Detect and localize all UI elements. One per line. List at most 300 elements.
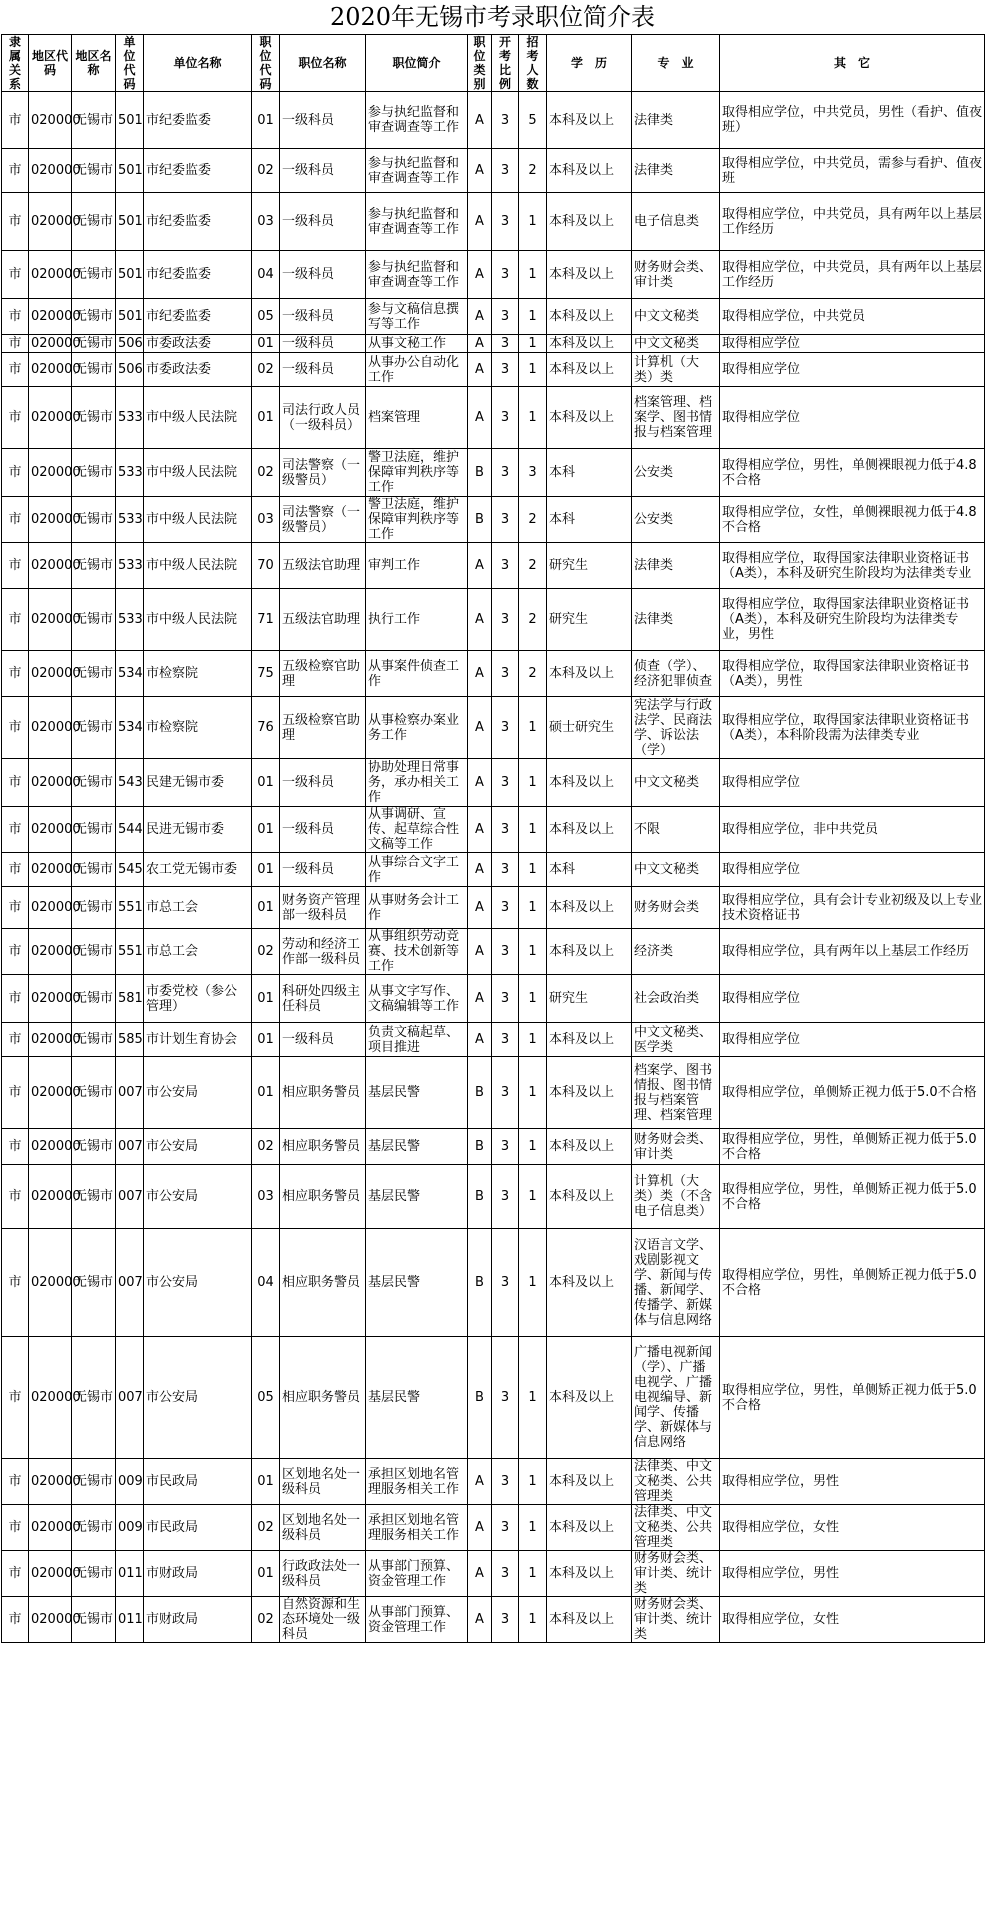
cell-position-code: 71 [252,589,280,651]
cell-major: 经济类 [632,929,720,975]
cell-position-name: 相应职务警员 [280,1337,366,1459]
cell-position-name: 司法警察（一级警员） [280,449,366,497]
cell-position-intro: 从事办公自动化工作 [366,353,468,387]
table-row [2,1165,985,1229]
cell-region-code: 020000 [29,759,72,807]
cell-other: 取得相应学位 [720,387,985,449]
cell-unit-code: 007 [116,1057,144,1129]
cell-category: A [468,299,492,335]
cell-category: B [468,1057,492,1129]
cell-unit-name: 市财政局 [144,1597,252,1643]
cell-major: 财务财会类、审计类 [632,1129,720,1165]
column-header-category: 职位类别 [468,35,492,92]
cell-category: A [468,651,492,697]
cell-ratio: 3 [492,975,519,1023]
table-header-row [2,35,985,92]
cell-education: 本科及以上 [547,353,632,387]
cell-region-code: 020000 [29,1597,72,1643]
cell-hires: 1 [519,193,547,251]
cell-relation: 市 [2,929,29,975]
cell-ratio: 3 [492,1551,519,1597]
cell-major: 法律类、中文文秘类、公共管理类 [632,1505,720,1551]
cell-region-name: 无锡市 [72,335,116,353]
cell-position-code: 04 [252,251,280,299]
cell-region-name: 无锡市 [72,543,116,589]
cell-other: 取得相应学位，取得国家法律职业资格证书（A类），男性 [720,651,985,697]
cell-relation: 市 [2,1229,29,1337]
cell-unit-name: 市检察院 [144,697,252,759]
cell-ratio: 3 [492,651,519,697]
cell-position-intro: 档案管理 [366,387,468,449]
cell-ratio: 3 [492,92,519,149]
table-row [2,1057,985,1129]
cell-unit-name: 市中级人民法院 [144,387,252,449]
cell-position-code: 76 [252,697,280,759]
cell-unit-code: 009 [116,1505,144,1551]
cell-unit-name: 市检察院 [144,651,252,697]
cell-unit-name: 市民政局 [144,1459,252,1505]
cell-position-intro: 从事案件侦查工作 [366,651,468,697]
column-header-region-name: 地区名称 [72,35,116,92]
document-title: 2020年无锡市考录职位简介表 [329,3,656,31]
cell-position-intro: 负责文稿起草、项目推进 [366,1023,468,1057]
cell-position-name: 相应职务警员 [280,1165,366,1229]
cell-hires: 1 [519,887,547,929]
cell-region-name: 无锡市 [72,92,116,149]
cell-category: A [468,807,492,853]
cell-unit-code: 501 [116,299,144,335]
cell-relation: 市 [2,449,29,497]
cell-region-name: 无锡市 [72,1229,116,1337]
cell-major: 财务财会类、审计类 [632,251,720,299]
cell-region-code: 020000 [29,543,72,589]
table-row [2,1505,985,1551]
cell-position-intro: 从事文字写作、文稿编辑等工作 [366,975,468,1023]
table-row [2,1129,985,1165]
cell-category: A [468,92,492,149]
cell-unit-code: 506 [116,353,144,387]
cell-region-name: 无锡市 [72,1505,116,1551]
cell-position-name: 一级科员 [280,759,366,807]
cell-hires: 1 [519,1229,547,1337]
cell-hires: 1 [519,387,547,449]
cell-category: A [468,1505,492,1551]
cell-hires: 2 [519,497,547,543]
cell-hires: 1 [519,1129,547,1165]
cell-position-intro: 参与执纪监督和审查调查等工作 [366,193,468,251]
cell-hires: 1 [519,929,547,975]
cell-position-name: 科研处四级主任科员 [280,975,366,1023]
cell-major: 计算机（大类）类（不含电子信息类） [632,1165,720,1229]
cell-ratio: 3 [492,929,519,975]
cell-region-name: 无锡市 [72,929,116,975]
cell-position-intro: 从事调研、宣传、起草综合性文稿等工作 [366,807,468,853]
cell-category: A [468,929,492,975]
cell-position-name: 相应职务警员 [280,1229,366,1337]
cell-education: 本科及以上 [547,807,632,853]
cell-region-name: 无锡市 [72,887,116,929]
cell-unit-name: 市委党校（参公管理） [144,975,252,1023]
cell-unit-name: 市民政局 [144,1505,252,1551]
cell-education: 研究生 [547,589,632,651]
cell-category: B [468,449,492,497]
cell-ratio: 3 [492,1129,519,1165]
cell-region-name: 无锡市 [72,449,116,497]
cell-major: 法律类 [632,149,720,193]
cell-ratio: 3 [492,589,519,651]
cell-unit-name: 市公安局 [144,1129,252,1165]
table-row [2,759,985,807]
cell-major: 公安类 [632,449,720,497]
cell-other: 取得相应学位 [720,353,985,387]
cell-hires: 1 [519,759,547,807]
cell-region-code: 020000 [29,853,72,887]
cell-major: 法律类 [632,543,720,589]
cell-position-code: 70 [252,543,280,589]
cell-ratio: 3 [492,853,519,887]
cell-position-intro: 从事文秘工作 [366,335,468,353]
cell-category: A [468,335,492,353]
table-row [2,887,985,929]
cell-unit-name: 民建无锡市委 [144,759,252,807]
cell-other: 取得相应学位，中共党员 [720,299,985,335]
cell-relation: 市 [2,543,29,589]
cell-other: 取得相应学位，男性 [720,1551,985,1597]
cell-other: 取得相应学位，中共党员，具有两年以上基层工作经历 [720,193,985,251]
cell-position-intro: 警卫法庭，维护保障审判秩序等工作 [366,497,468,543]
cell-position-intro: 基层民警 [366,1129,468,1165]
table-row [2,651,985,697]
cell-education: 本科及以上 [547,1551,632,1597]
table-row [2,853,985,887]
cell-major: 法律类 [632,589,720,651]
cell-other: 取得相应学位，取得国家法律职业资格证书（A类），本科及研究生阶段均为法律类专业，男性 [720,589,985,651]
cell-position-name: 相应职务警员 [280,1129,366,1165]
cell-category: A [468,251,492,299]
cell-unit-name: 市财政局 [144,1551,252,1597]
cell-position-code: 01 [252,335,280,353]
cell-education: 本科及以上 [547,1597,632,1643]
cell-education: 本科及以上 [547,1165,632,1229]
cell-position-code: 02 [252,149,280,193]
table-body [2,92,985,1643]
cell-category: A [468,353,492,387]
cell-category: A [468,193,492,251]
cell-hires: 2 [519,149,547,193]
cell-region-name: 无锡市 [72,251,116,299]
cell-position-intro: 承担区划地名管理服务相关工作 [366,1505,468,1551]
cell-ratio: 3 [492,1057,519,1129]
cell-position-code: 01 [252,1057,280,1129]
cell-other: 取得相应学位 [720,975,985,1023]
cell-other: 取得相应学位，中共党员，男性（看护、值夜班） [720,92,985,149]
cell-hires: 2 [519,651,547,697]
cell-education: 本科及以上 [547,299,632,335]
cell-ratio: 3 [492,299,519,335]
cell-unit-code: 551 [116,929,144,975]
cell-position-name: 一级科员 [280,92,366,149]
cell-ratio: 3 [492,543,519,589]
cell-category: B [468,497,492,543]
table-row [2,1597,985,1643]
cell-hires: 5 [519,92,547,149]
cell-other: 取得相应学位，具有会计专业初级及以上专业技术资格证书 [720,887,985,929]
cell-position-code: 01 [252,887,280,929]
cell-relation: 市 [2,1057,29,1129]
cell-position-code: 01 [252,853,280,887]
table-row [2,353,985,387]
cell-other: 取得相应学位 [720,853,985,887]
cell-region-name: 无锡市 [72,193,116,251]
cell-ratio: 3 [492,387,519,449]
cell-hires: 1 [519,975,547,1023]
cell-unit-code: 011 [116,1551,144,1597]
cell-major: 中文文秘类 [632,335,720,353]
column-header-region-code: 地区代码 [29,35,72,92]
cell-relation: 市 [2,1597,29,1643]
cell-unit-code: 534 [116,697,144,759]
cell-category: A [468,589,492,651]
cell-ratio: 3 [492,887,519,929]
cell-major: 法律类 [632,92,720,149]
cell-relation: 市 [2,335,29,353]
cell-education: 本科及以上 [547,193,632,251]
cell-region-code: 020000 [29,299,72,335]
table-row [2,299,985,335]
cell-region-code: 020000 [29,149,72,193]
cell-region-code: 020000 [29,497,72,543]
cell-other: 取得相应学位，具有两年以上基层工作经历 [720,929,985,975]
cell-ratio: 3 [492,1165,519,1229]
cell-unit-code: 007 [116,1229,144,1337]
table-row [2,1023,985,1057]
cell-major: 法律类、中文文秘类、公共管理类 [632,1459,720,1505]
cell-education: 本科及以上 [547,651,632,697]
cell-relation: 市 [2,1337,29,1459]
cell-education: 本科及以上 [547,1229,632,1337]
cell-category: B [468,1337,492,1459]
cell-position-name: 劳动和经济工作部一级科员 [280,929,366,975]
table-row [2,497,985,543]
cell-major: 档案学、图书情报、图书情报与档案管理、档案管理 [632,1057,720,1129]
cell-position-name: 五级检察官助理 [280,697,366,759]
cell-education: 本科及以上 [547,251,632,299]
cell-position-name: 司法警察（一级警员） [280,497,366,543]
cell-region-name: 无锡市 [72,1165,116,1229]
cell-position-intro: 审判工作 [366,543,468,589]
column-header-education: 学 历 [547,35,632,92]
cell-position-intro: 警卫法庭，维护保障审判秩序等工作 [366,449,468,497]
cell-unit-name: 市总工会 [144,887,252,929]
cell-position-code: 02 [252,1129,280,1165]
cell-unit-code: 501 [116,149,144,193]
cell-other: 取得相应学位，男性，单侧矫正视力低于5.0不合格 [720,1165,985,1229]
cell-hires: 2 [519,589,547,651]
cell-other: 取得相应学位 [720,1023,985,1057]
cell-unit-code: 501 [116,92,144,149]
cell-region-code: 020000 [29,975,72,1023]
cell-education: 本科及以上 [547,1023,632,1057]
table-row [2,589,985,651]
table-row [2,251,985,299]
cell-hires: 1 [519,1551,547,1597]
cell-position-name: 一级科员 [280,193,366,251]
cell-education: 本科及以上 [547,1057,632,1129]
cell-relation: 市 [2,149,29,193]
cell-position-intro: 从事财务会计工作 [366,887,468,929]
table-row [2,1459,985,1505]
cell-other: 取得相应学位，女性 [720,1505,985,1551]
cell-category: A [468,149,492,193]
cell-other: 取得相应学位，男性，单侧矫正视力低于5.0不合格 [720,1337,985,1459]
cell-other: 取得相应学位，女性 [720,1597,985,1643]
cell-region-code: 020000 [29,1505,72,1551]
cell-major: 汉语言文学、戏剧影视文学、新闻与传播、新闻学、传播学、新媒体与信息网络 [632,1229,720,1337]
cell-major: 中文文秘类 [632,853,720,887]
cell-region-code: 020000 [29,1023,72,1057]
cell-unit-code: 585 [116,1023,144,1057]
column-header-other: 其 它 [720,35,985,92]
cell-region-name: 无锡市 [72,1057,116,1129]
cell-other: 取得相应学位 [720,335,985,353]
cell-region-name: 无锡市 [72,299,116,335]
cell-position-code: 01 [252,759,280,807]
cell-relation: 市 [2,759,29,807]
table-row [2,929,985,975]
cell-unit-code: 551 [116,887,144,929]
cell-position-code: 01 [252,975,280,1023]
cell-unit-code: 545 [116,853,144,887]
cell-education: 研究生 [547,543,632,589]
cell-education: 本科及以上 [547,929,632,975]
table-row [2,92,985,149]
cell-region-code: 020000 [29,651,72,697]
cell-education: 本科及以上 [547,335,632,353]
column-header-unit-code: 单位代码 [116,35,144,92]
cell-ratio: 3 [492,449,519,497]
cell-region-name: 无锡市 [72,697,116,759]
cell-region-name: 无锡市 [72,1023,116,1057]
cell-hires: 1 [519,1459,547,1505]
cell-relation: 市 [2,92,29,149]
cell-major: 不限 [632,807,720,853]
cell-region-name: 无锡市 [72,651,116,697]
cell-position-code: 04 [252,1229,280,1337]
column-header-unit-name: 单位名称 [144,35,252,92]
column-header-position-code: 职位代码 [252,35,280,92]
cell-hires: 1 [519,353,547,387]
cell-unit-name: 市纪委监委 [144,299,252,335]
cell-relation: 市 [2,697,29,759]
cell-position-code: 05 [252,299,280,335]
cell-unit-code: 011 [116,1597,144,1643]
cell-region-name: 无锡市 [72,975,116,1023]
cell-other: 取得相应学位，单侧矫正视力低于5.0不合格 [720,1057,985,1129]
cell-education: 本科及以上 [547,149,632,193]
cell-hires: 1 [519,335,547,353]
cell-region-code: 020000 [29,251,72,299]
table-row [2,387,985,449]
cell-relation: 市 [2,807,29,853]
cell-other: 取得相应学位，取得国家法律职业资格证书（A类），本科阶段需为法律类专业 [720,697,985,759]
cell-position-name: 五级法官助理 [280,589,366,651]
cell-ratio: 3 [492,759,519,807]
cell-ratio: 3 [492,1337,519,1459]
cell-region-name: 无锡市 [72,1459,116,1505]
cell-region-code: 020000 [29,449,72,497]
cell-position-intro: 从事检察办案业务工作 [366,697,468,759]
column-header-relation: 隶属关系 [2,35,29,92]
cell-other: 取得相应学位 [720,759,985,807]
cell-hires: 1 [519,251,547,299]
cell-major: 电子信息类 [632,193,720,251]
positions-table [1,34,985,1643]
cell-region-name: 无锡市 [72,1129,116,1165]
cell-position-intro: 从事部门预算、资金管理工作 [366,1597,468,1643]
cell-unit-code: 544 [116,807,144,853]
cell-position-name: 一级科员 [280,853,366,887]
cell-relation: 市 [2,853,29,887]
cell-position-intro: 承担区划地名管理服务相关工作 [366,1459,468,1505]
cell-education: 本科及以上 [547,1337,632,1459]
table-row [2,1337,985,1459]
cell-major: 财务财会类、审计类、统计类 [632,1597,720,1643]
cell-region-code: 020000 [29,1459,72,1505]
cell-position-intro: 从事组织劳动竞赛、技术创新等工作 [366,929,468,975]
cell-region-code: 020000 [29,1165,72,1229]
cell-category: A [468,543,492,589]
cell-position-intro: 参与执纪监督和审查调查等工作 [366,149,468,193]
cell-position-code: 01 [252,92,280,149]
cell-category: A [468,1597,492,1643]
cell-unit-name: 市纪委监委 [144,193,252,251]
cell-position-code: 02 [252,449,280,497]
cell-relation: 市 [2,887,29,929]
cell-position-name: 一级科员 [280,1023,366,1057]
cell-position-code: 01 [252,1551,280,1597]
cell-position-code: 01 [252,1459,280,1505]
cell-position-code: 03 [252,497,280,543]
table-row [2,807,985,853]
cell-relation: 市 [2,651,29,697]
cell-education: 本科及以上 [547,387,632,449]
cell-other: 取得相应学位，中共党员，需参与看护、值夜班 [720,149,985,193]
cell-region-name: 无锡市 [72,589,116,651]
cell-hires: 2 [519,543,547,589]
cell-other: 取得相应学位，取得国家法律职业资格证书（A类），本科及研究生阶段均为法律类专业 [720,543,985,589]
cell-position-name: 一级科员 [280,299,366,335]
cell-unit-code: 543 [116,759,144,807]
cell-region-name: 无锡市 [72,1551,116,1597]
cell-unit-code: 533 [116,387,144,449]
cell-major: 中文文秘类 [632,299,720,335]
cell-unit-code: 533 [116,543,144,589]
cell-position-code: 01 [252,807,280,853]
cell-region-name: 无锡市 [72,1597,116,1643]
cell-unit-code: 007 [116,1165,144,1229]
cell-position-name: 五级法官助理 [280,543,366,589]
cell-ratio: 3 [492,1459,519,1505]
cell-relation: 市 [2,975,29,1023]
cell-position-intro: 基层民警 [366,1229,468,1337]
cell-major: 侦查（学）、经济犯罪侦查 [632,651,720,697]
cell-position-intro: 协助处理日常事务，承办相关工作 [366,759,468,807]
cell-unit-name: 市计划生育协会 [144,1023,252,1057]
cell-education: 本科及以上 [547,1505,632,1551]
cell-unit-name: 农工党无锡市委 [144,853,252,887]
cell-category: A [468,887,492,929]
cell-position-name: 自然资源和生态环境处一级科员 [280,1597,366,1643]
